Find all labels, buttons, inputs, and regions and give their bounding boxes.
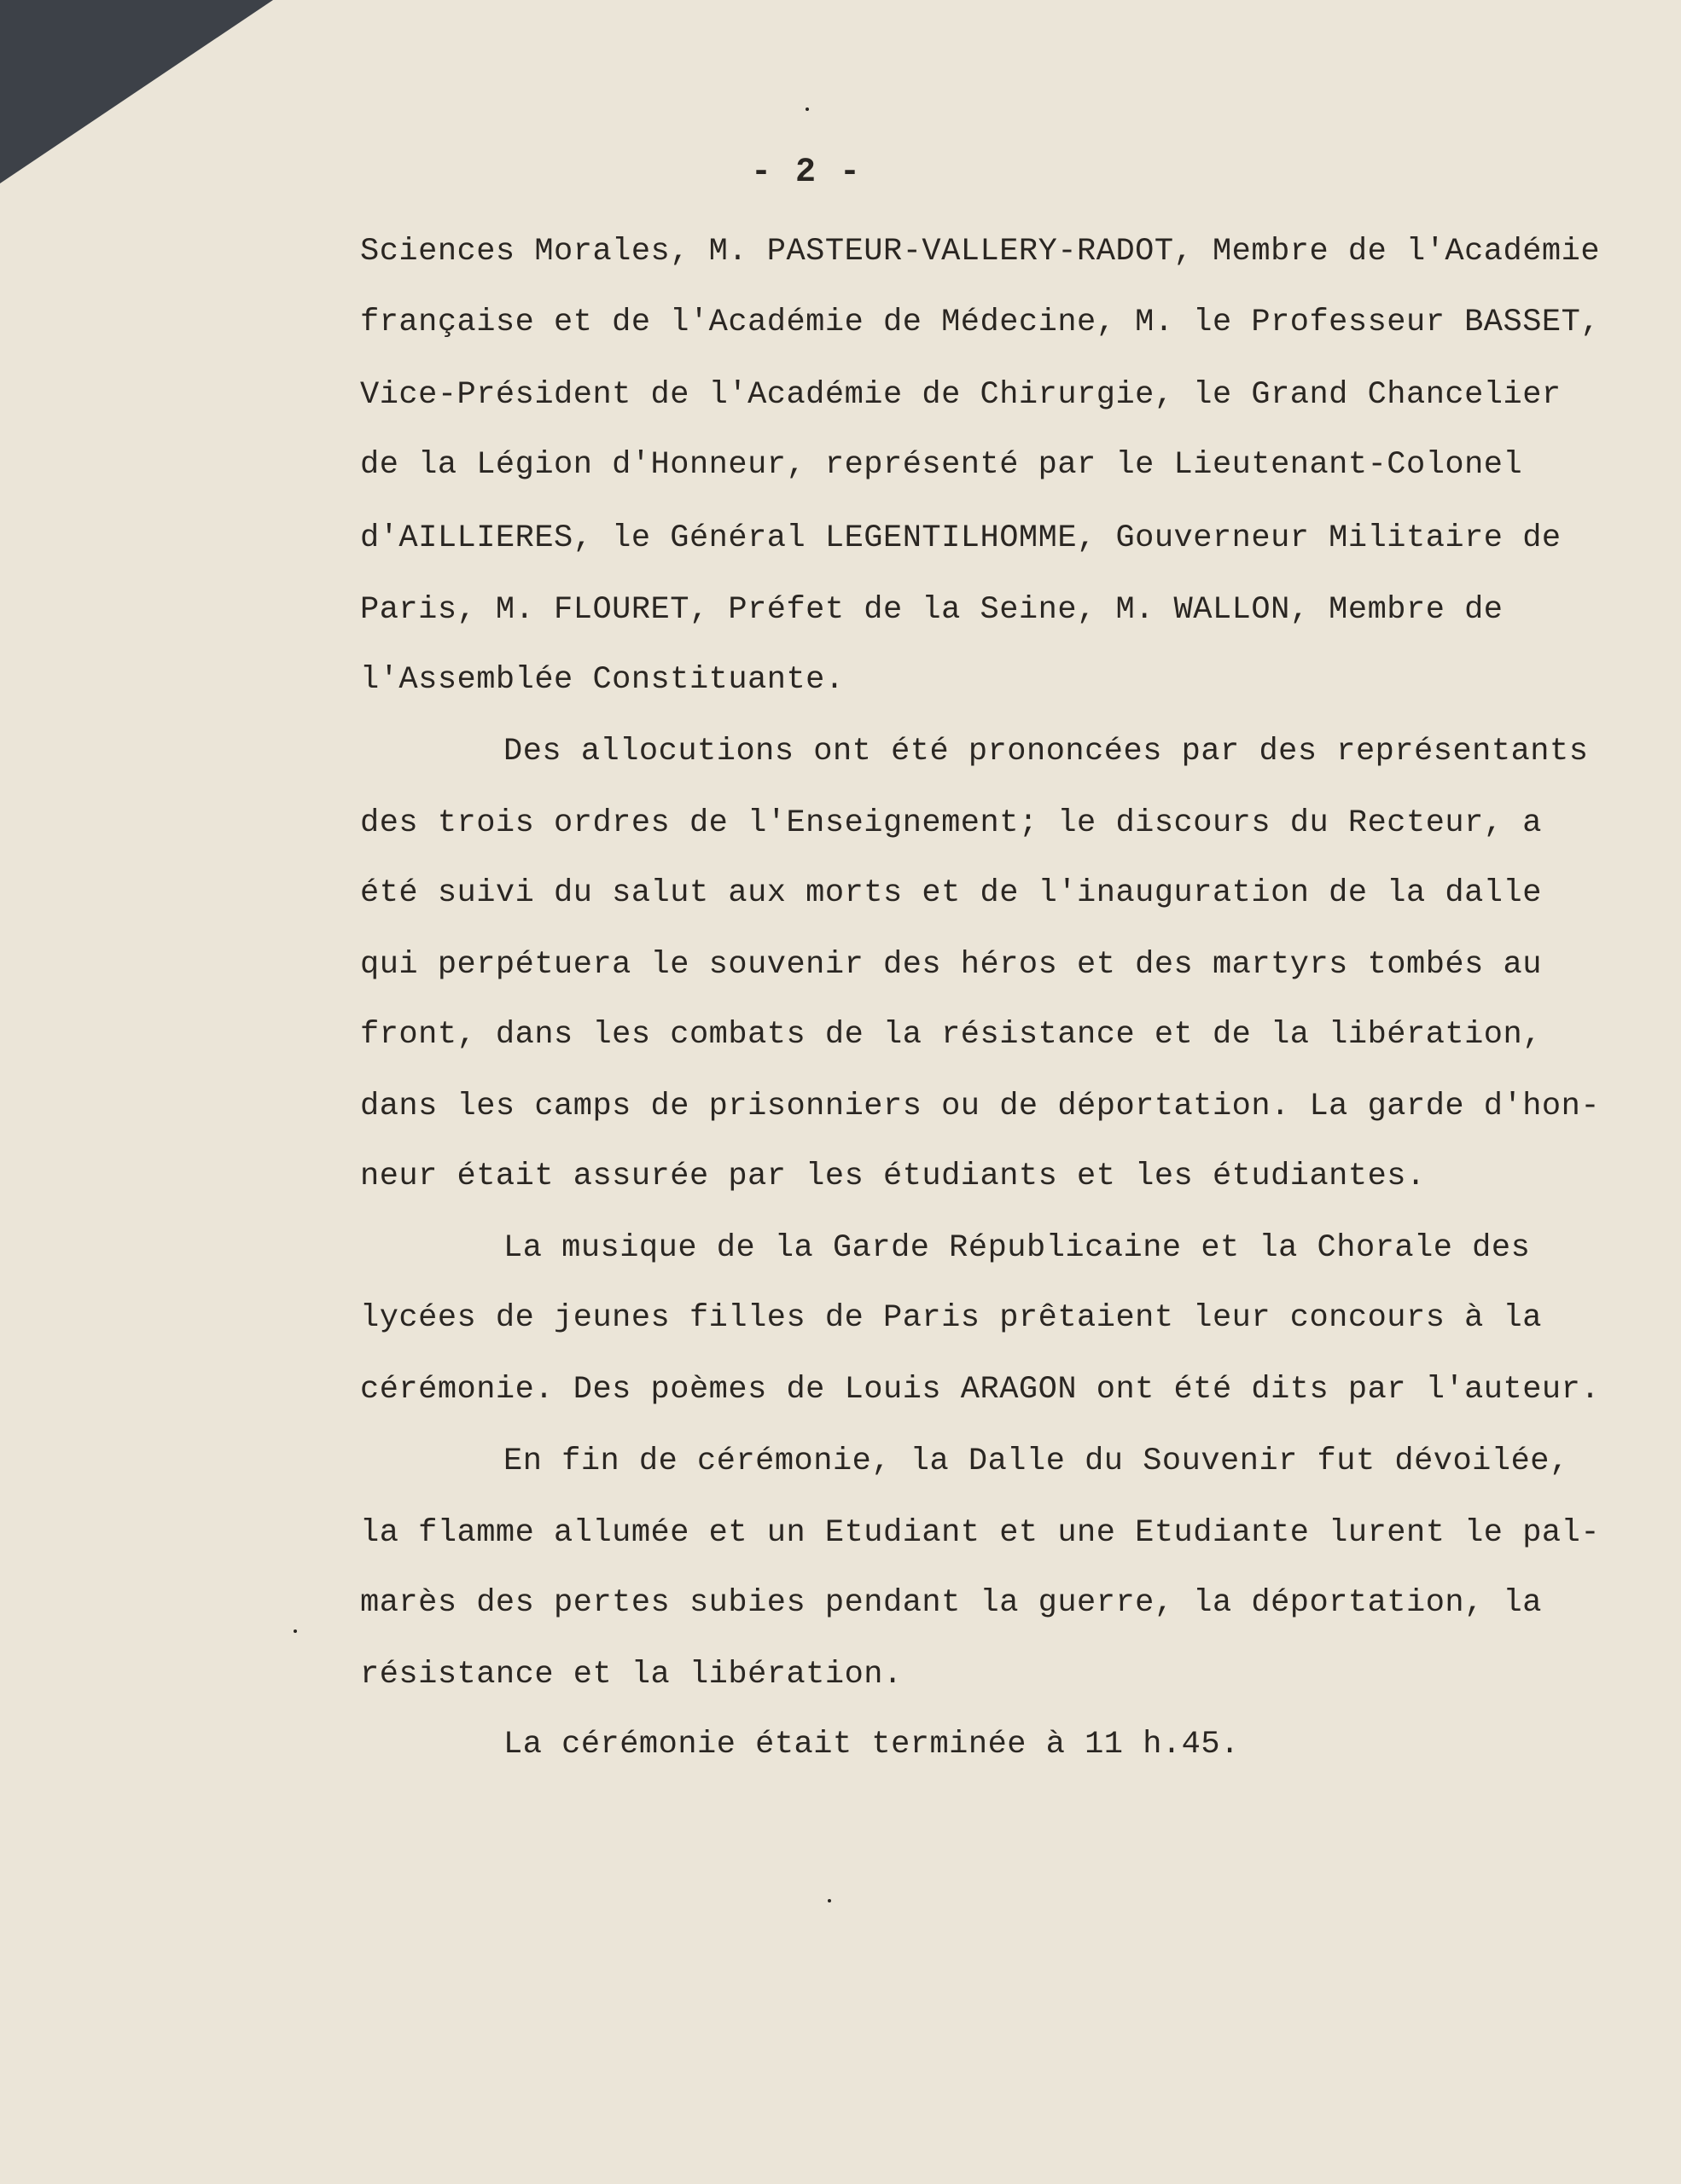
text-line-5: d'AILLIERES, le Général LEGENTILHOMME, Gouverneur Militaire de: [360, 520, 1562, 556]
text-line-20: marès des pertes subies pendant la guerre, la déportation, la: [360, 1585, 1542, 1621]
text-line-4: de la Légion d'Honneur, représenté par le Lieutenant-Colonel: [360, 447, 1523, 483]
text-line-11: qui perpétuera le souvenir des héros et des martyrs tombés au: [360, 947, 1542, 983]
text-line-19: la flamme allumée et un Etudiant et une Etudiante lurent le pal-: [360, 1515, 1601, 1551]
dark-background-corner: [0, 0, 273, 188]
stray-mark: [828, 1899, 831, 1902]
text-line-9: des trois ordres de l'Enseignement; le discours du Recteur, a: [360, 805, 1542, 841]
text-line-17: cérémonie. Des poèmes de Louis ARAGON ont été dits par l'auteur.: [360, 1372, 1601, 1408]
text-line-14: neur était assurée par les étudiants et les étudiantes.: [360, 1159, 1426, 1194]
text-line-10: été suivi du salut aux morts et de l'inauguration de la dalle: [360, 875, 1542, 911]
text-line-18: En fin de cérémonie, la Dalle du Souvenir fut dévoilée,: [503, 1443, 1569, 1479]
page-number: - 2 -: [751, 154, 863, 192]
text-line-2: française et de l'Académie de Médecine, M. le Professeur BASSET,: [360, 305, 1601, 340]
text-line-1: Sciences Morales, M. PASTEUR-VALLERY-RADOT, Membre de l'Académie: [360, 234, 1601, 270]
text-line-8: Des allocutions ont été prononcées par des représentants: [503, 734, 1589, 770]
stray-mark: [294, 1629, 297, 1633]
text-line-6: Paris, M. FLOURET, Préfet de la Seine, M. WALLON, Membre de: [360, 592, 1504, 628]
text-line-3: Vice-Président de l'Académie de Chirurgie, le Grand Chancelier: [360, 377, 1562, 413]
text-line-12: front, dans les combats de la résistance et de la libération,: [360, 1017, 1542, 1053]
text-line-21: résistance et la libération.: [360, 1657, 903, 1693]
text-line-7: l'Assemblée Constituante.: [360, 662, 845, 698]
text-line-13: dans les camps de prisonniers ou de déportation. La garde d'hon-: [360, 1089, 1601, 1124]
stray-mark: [806, 107, 809, 111]
text-line-15: La musique de la Garde Républicaine et la Chorale des: [503, 1230, 1531, 1266]
text-line-22: La cérémonie était terminée à 11 h.45.: [503, 1727, 1240, 1763]
text-line-16: lycées de jeunes filles de Paris prêtaient leur concours à la: [360, 1300, 1542, 1336]
